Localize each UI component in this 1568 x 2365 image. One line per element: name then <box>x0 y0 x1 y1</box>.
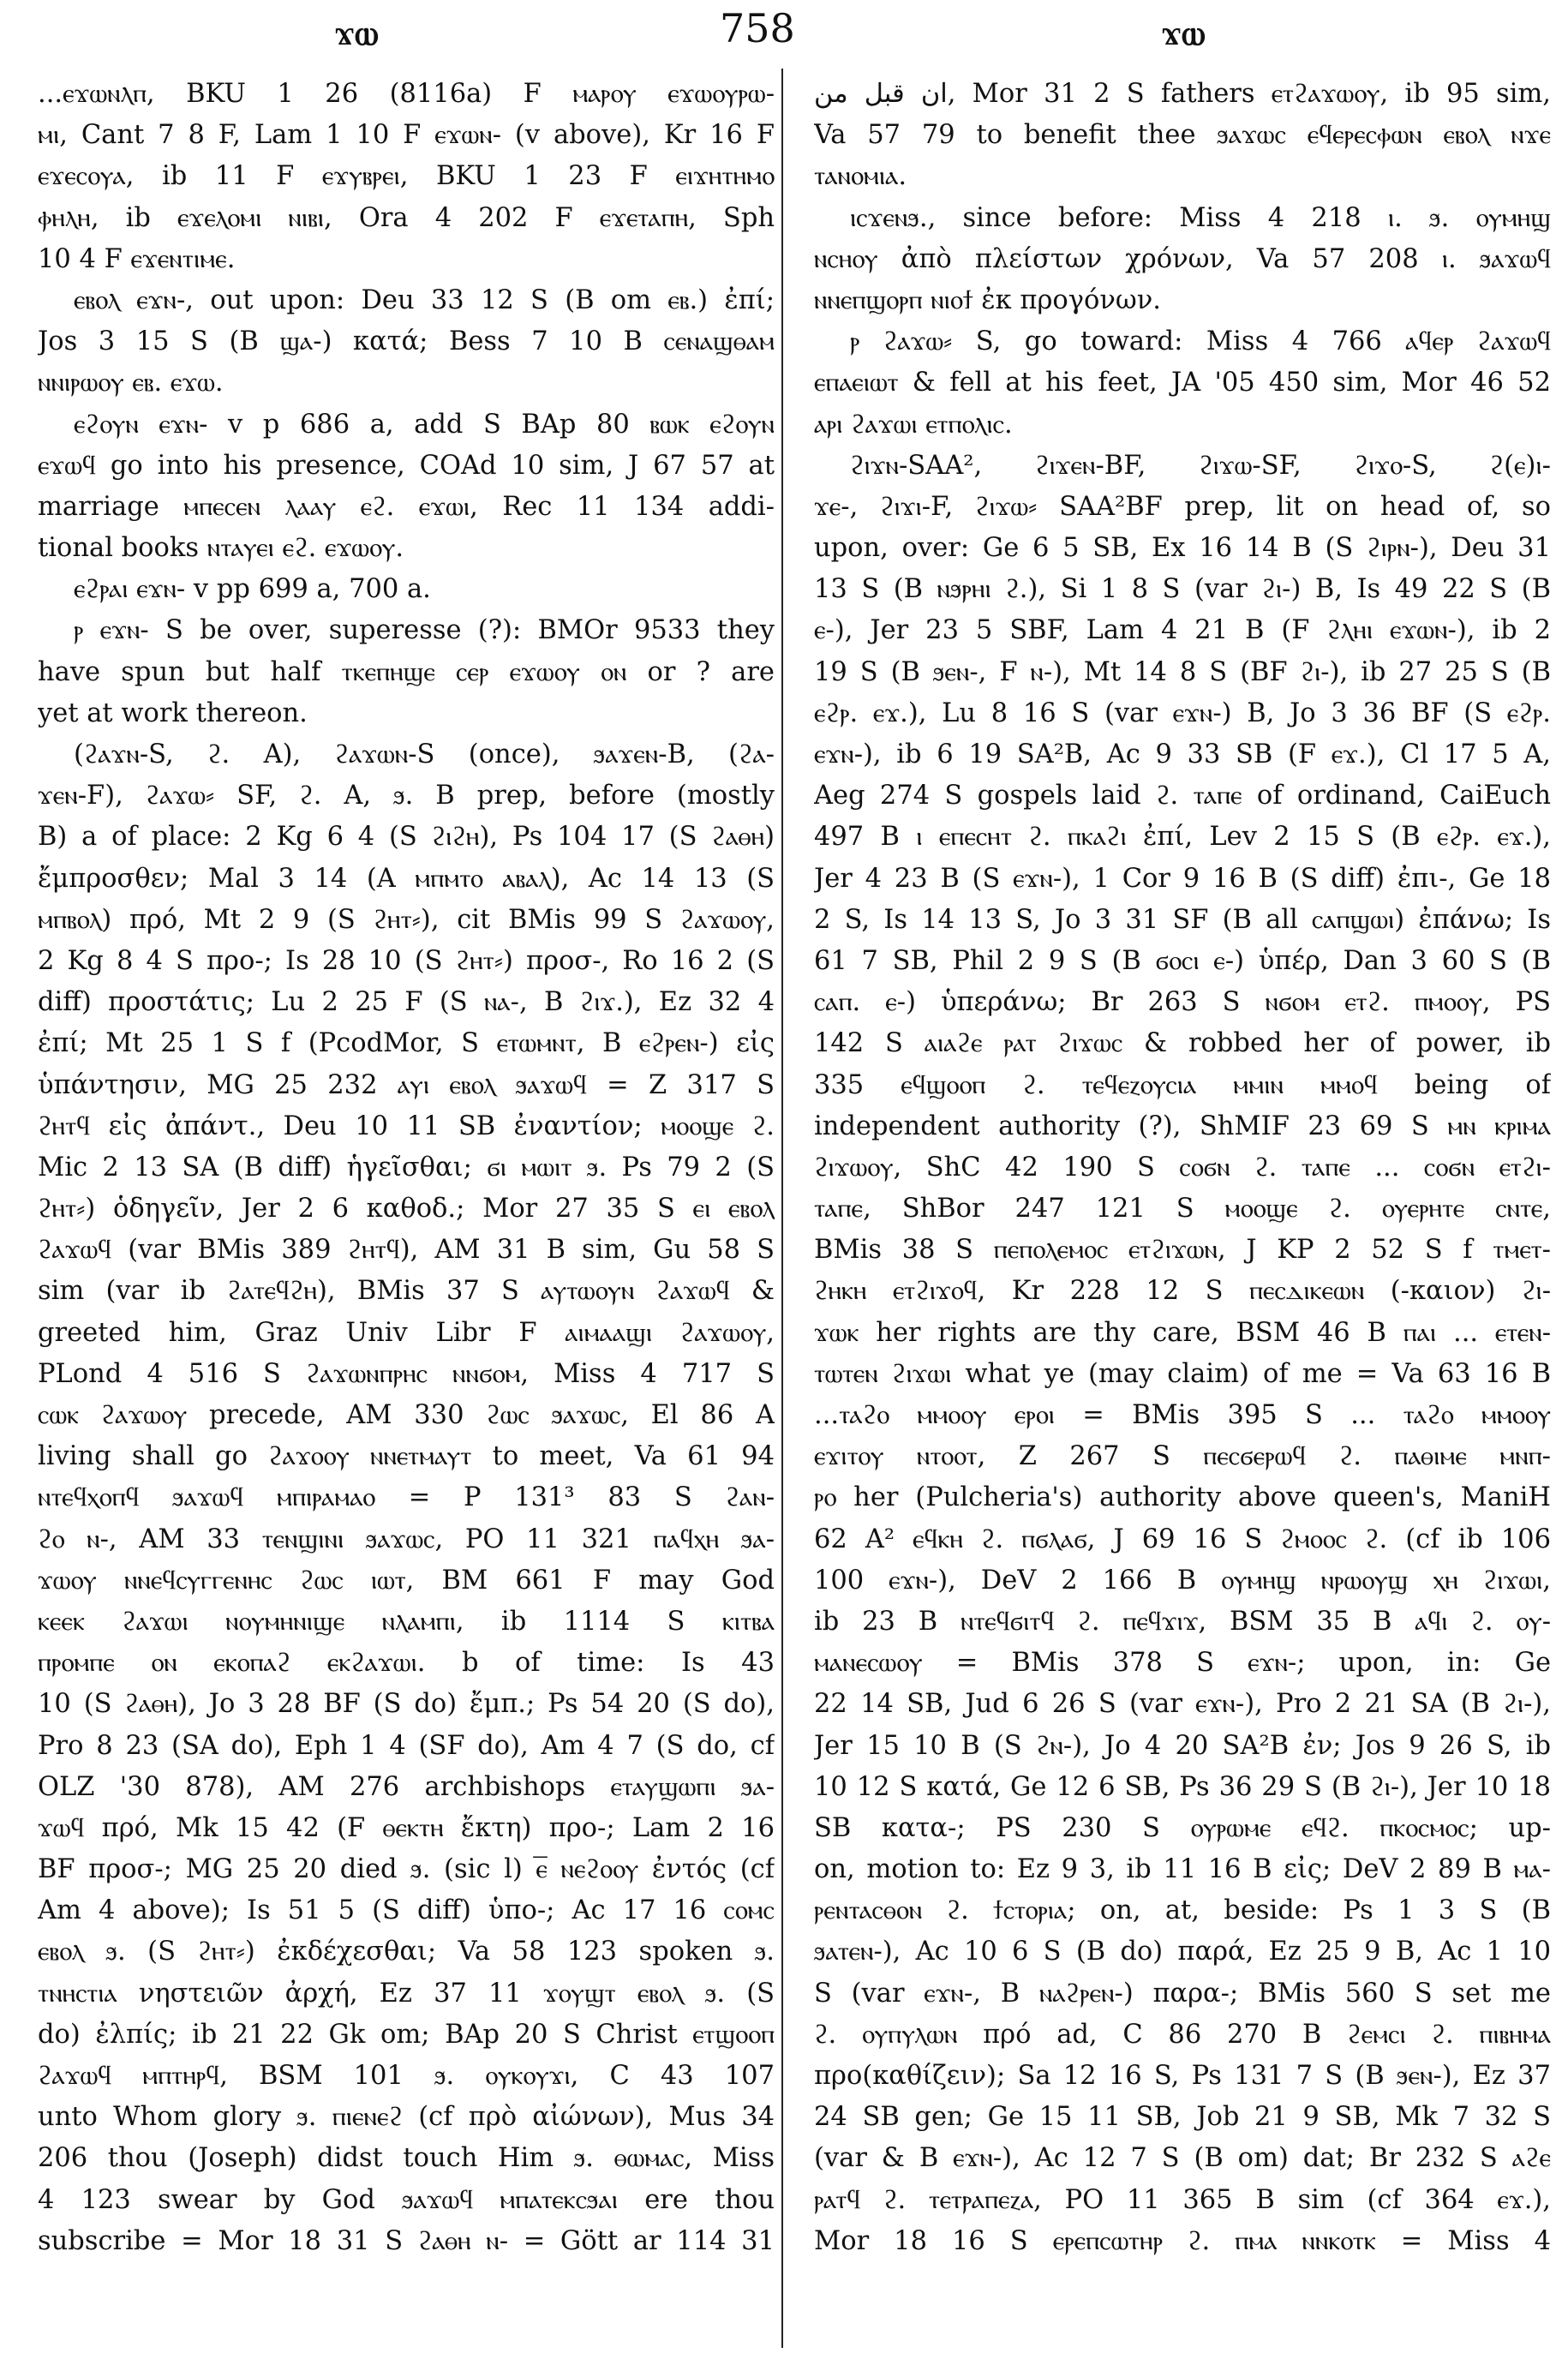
text-line: ⲕⲉⲉⲕ ϩⲁϫⲱⲓ ⲛⲟⲩⲙⲏⲛⲓϣⲉ ⲛⲗⲁⲙⲡⲓ, ib 1114 S ⲕⲓⲧⲃⲁ <box>38 1606 775 1637</box>
text-line: on, motion to: Ez 9 3, ib 11 16 B εἰς; DeV 2 89 B ⲙⲁ- <box>814 1854 1551 1885</box>
text-line: ϧⲁⲧⲉⲛ-), Ac 10 6 S (B do) παρά, Ez 25 9 B, Ac 1 10 <box>814 1937 1551 1967</box>
text-line: ⲣⲁⲧϥ ϩ. ⲧⲉⲧⲣⲁⲡⲉⲍⲁ, PO 11 365 B sim (cf 364 ⲉϫ.), <box>814 2184 1551 2215</box>
text-line: 2 S, Is 14 13 S, Jo 3 31 SF (B all ⲥⲁⲡϣⲱⲓ) ἐπάνω; Is <box>814 904 1551 935</box>
page-number: 758 <box>720 5 795 51</box>
text-line: ϩⲓϫⲱⲟⲩ, ShC 42 190 S ⲥⲟϭⲛ ϩ. ⲧⲁⲡⲉ ... ⲥⲟϭⲛ ⲉⲧϩⲓ- <box>814 1152 1551 1182</box>
text-line: S (var ⲉϫⲛ-, B ⲛⲁϩⲣⲉⲛ-) παρα-; BMis 560 S set me <box>814 1978 1551 2009</box>
text-line: Jer 15 10 B (S ϩⲛ-), Jo 4 20 SA²B ἐν; Jos 9 26 S, ib <box>814 1730 1551 1761</box>
text-line: ϩⲏⲕⲏ ⲉⲧϩⲓϫⲟϥ, Kr 228 12 S ⲡⲉⲥⲇⲓⲕⲉⲱⲛ (-καιον) ϩⲓ- <box>814 1276 1551 1307</box>
text-line: ϩⲁϫⲱϥ ⲙⲡⲧⲏⲣϥ, BSM 101 ϧ. ⲟⲩⲕⲟⲩϫⲓ, C 43 107 <box>38 2061 775 2091</box>
text-line: unto Whom glory ϧ. ⲡⲓⲉⲛⲉϩ (cf πρὸ αἰώνων), Mus 34 <box>38 2102 775 2133</box>
text-line: greeted him, Graz Univ Libr F ⲁⲓⲙⲁⲁϣⲓ ϩⲁϫⲱⲟⲩ, <box>38 1317 775 1348</box>
text-line: upon, over: Ge 6 5 SB, Ex 16 14 B (S ϩⲓⲣⲛ-), Deu 31 <box>814 533 1551 564</box>
text-line: ⲛⲥⲏⲟⲩ ἀπὸ πλείστων χρόνων, Va 57 208 ⲓ. ϧⲁϫⲱϥ <box>814 243 1551 274</box>
text-line: BF προσ-; MG 25 20 died ϧ. (sic l) ⲉ̅ ⲛⲉϩⲟⲟⲩ ἐντός (cf <box>38 1854 775 1885</box>
text-line: ⲉⲡⲁⲉⲓⲱⲧ & fell at his feet, JA '05 450 sim, Mor 46 52 <box>814 368 1551 398</box>
text-line: ⲓⲥϫⲉⲛϧ., since before: Miss 4 218 ⲓ. ϧ. ⲟⲩⲙⲏϣ <box>850 202 1551 233</box>
text-line: ⲉϩⲣ. ⲉϫ.), Lu 8 16 S (var ⲉϫⲛ-) B, Jo 3 36 BF (S ⲉϩⲣ. <box>814 698 1551 728</box>
text-line: ⲉϫⲉⲥⲟⲩⲁ, ib 11 F ⲉϫⲩⲃⲣⲉⲓ, BKU 1 23 F ⲉⲓϫⲏⲧⲏⲙⲟ <box>38 161 775 192</box>
text-line: 19 S (B ϧⲉⲛ-, F ⲛ-), Mt 14 8 S (BF ϩⲓ-), ib 27 25 S (B <box>814 656 1551 687</box>
text-line: ⲉ-), Jer 23 5 SBF, Lam 4 21 B (F ϩⲗⲏⲓ ⲉϫⲱⲛ-), ib 2 <box>814 615 1551 646</box>
text-line: ἐπί; Mt 25 1 S f (PcodMor, S ⲉⲧⲱⲙⲛⲧ, B ⲉϩⲣⲉⲛ-) εἰς <box>38 1028 775 1059</box>
text-line: ⲣ ϩⲁϫⲱ⸗ S, go toward: Miss 4 766 ⲁϥⲉⲣ ϩⲁϫⲱϥ <box>850 326 1551 357</box>
text-line: tional books ⲛⲧⲁⲩⲉⲓ ⲉϩ. ⲉϫⲱⲟⲩ. <box>38 533 404 564</box>
text-line: ⲧⲁⲛⲟⲙⲓⲁ. <box>814 161 907 192</box>
text-line: BMis 38 S ⲡⲉⲡⲟⲗⲉⲙⲟⲥ ⲉⲧϩⲓϫⲱⲛ, J KP 2 52 S f ⲧⲙⲉⲧ- <box>814 1235 1551 1266</box>
text-line: ⲛⲛⲉⲡϣⲟⲣⲡ ⲛⲓⲟϯ ἐκ προγόνων. <box>814 284 1162 315</box>
text-line: ϫⲱⲟⲩ ⲛⲛⲉϥⲥⲩⲅⲅⲉⲛⲏⲥ ϩⲱⲥ ⲓⲱⲧ, BM 661 F may God <box>38 1565 775 1596</box>
text-line: 61 7 SB, Phil 2 9 S (B ϭⲟⲥⲓ ⲉ-) ὑπέρ, Dan 3 60 S (B <box>814 945 1551 976</box>
text-line: (ϩⲁϫⲛ-S, ϩ. A), ϩⲁϫⲱⲛ-S (once), ϧⲁϫⲉⲛ-B, (ϩⲁ- <box>74 739 775 769</box>
text-line: ⲉϫⲛ-), ib 6 19 SA²B, Ac 9 33 SB (F ⲉϫ.), Cl 17 5 A, <box>814 739 1551 769</box>
right-running-headword: ϫⲱ <box>1161 13 1206 53</box>
text-line: ⲥⲱⲕ ϩⲁϫⲱⲟⲩ precede, AM 330 ϩⲱⲥ ϧⲁϫⲱⲥ, El 86 A <box>38 1400 775 1430</box>
text-line: ⲧⲁⲡⲉ, ShBor 247 121 S ⲙⲟⲟϣⲉ ϩ. ⲟⲩⲉⲣⲏⲧⲉ ⲥⲛⲧⲉ, <box>814 1194 1551 1224</box>
text-line: marriage ⲙⲡⲉⲥⲉⲛ ⲗⲁⲁⲩ ⲉϩ. ⲉϫⲱⲓ, Rec 11 134 addi- <box>38 491 775 522</box>
text-line: ⲉϫⲓⲧⲟⲩ ⲛⲧⲟⲟⲧ, Z 267 S ⲡⲉⲥϭⲉⲣⲱϥ ϩ. ⲡⲁⲑⲓⲙⲉ ⲙⲛⲡ- <box>814 1441 1551 1472</box>
text-line: 24 SB gen; Ge 15 11 SB, Job 21 9 SB, Mk 7 32 S <box>814 2102 1551 2133</box>
text-line: OLZ '30 878), AM 276 archbishops ⲉⲧⲁⲩϣⲱⲡⲓ ϧⲁ- <box>38 1771 775 1802</box>
text-line: ib 23 B ⲛⲧⲉϥϭⲓⲧϥ ϩ. ⲡⲉϥϫⲓϫ, BSM 35 B ⲁϥⲓ ϩ. ⲟⲩ- <box>814 1606 1551 1637</box>
text-line: ⲣⲉⲛⲧⲁⲥⲑⲟⲛ ϩ. ϯⲥⲧⲟⲣⲓⲁ; on, at, beside: Ps 1 3 S (B <box>814 1895 1551 1926</box>
left-column <box>38 74 775 2262</box>
text-line: ⲉϩⲟⲩⲛ ⲉϫⲛ- v p 686 a, add S BAp 80 ⲃⲱⲕ ⲉϩⲟⲩⲛ <box>74 409 775 440</box>
text-line: ϩⲓϫⲛ-SAA², ϩⲓϫⲉⲛ-BF, ϩⲓϫⲱ-SF, ϩⲓϫⲟ-S, ϩ(ⲉ)ⲓ- <box>850 450 1551 481</box>
text-line: 10 (S ϩⲁⲑⲏ), Jo 3 28 BF (S do) ἔμπ.; Ps 54 20 (S do), <box>38 1689 775 1720</box>
text-line: 13 S (B ⲛϧⲣⲏⲓ ϩ.), Si 1 8 S (var ϩⲓ-) B, Is 49 22 S (B <box>814 574 1551 605</box>
text-line: ⲣ ⲉϫⲛ- S be over, superesse (?): BMOr 9533 they <box>74 615 775 646</box>
text-line: Am 4 above); Is 51 5 (S diff) ὑπο-; Ac 17 16 ⲥⲟⲙⲥ <box>38 1895 775 1926</box>
text-line: ϫⲱⲕ her rights are thy care, BSM 46 B ⲡⲁⲓ ... ⲉⲧⲉⲛ- <box>814 1317 1551 1348</box>
text-line: 2 Kg 8 4 S προ-; Is 28 10 (S ϩⲏⲧ⸗) προσ-, Ro 16 2 (S <box>38 945 775 976</box>
text-line: Pro 8 23 (SA do), Eph 1 4 (SF do), Am 4 7 (S do, cf <box>38 1730 775 1761</box>
left-running-headword: ϫⲱ <box>334 13 379 53</box>
text-line: do) ἐλπίς; ib 21 22 Gk om; BAp 20 S Christ ⲉⲧϣⲟⲟⲡ <box>38 2019 775 2050</box>
text-line: ϩⲏⲧ⸗) ὁδηγεῖν, Jer 2 6 καθοδ.; Mor 27 35 S ⲉⲓ ⲉⲃⲟⲗ <box>38 1194 775 1224</box>
text-line: sim (var ib ϩⲁⲧⲉϥϩⲏ), BMis 37 S ⲁⲩⲧⲱⲟⲩⲛ ϩⲁϫⲱϥ & <box>38 1276 775 1307</box>
text-line: PLond 4 516 S ϩⲁϫⲱⲛⲡⲣⲏⲥ ⲛⲛϭⲟⲙ, Miss 4 717 S <box>38 1358 775 1389</box>
text-line: ὑπάντησιν, MG 25 232 ⲁⲩⲓ ⲉⲃⲟⲗ ϧⲁϫⲱϥ = Z 317 S <box>38 1069 775 1100</box>
text-line: ⲥⲁⲡ. ⲉ-) ὑπεράνω; Br 263 S ⲛϭⲟⲙ ⲉⲧϩ. ⲡⲙⲟⲟⲩ, PS <box>814 987 1551 1018</box>
text-line: 100 ⲉϫⲛ-), DeV 2 166 B ⲟⲩⲙⲏϣ ⲛⲣⲱⲟⲩϣ ⲭⲏ ϩⲓϫⲱⲓ, <box>814 1565 1551 1596</box>
text-line: diff) προστάτις; Lu 2 25 F (S ⲛⲁ-, B ϩⲓϫ.), Ez 32 4 <box>38 987 775 1018</box>
text-line: 206 thou (Joseph) didst touch Him ϧ. ⲑⲱⲙⲁⲥ, Miss <box>38 2143 775 2174</box>
text-line: ϫⲉⲛ-F), ϩⲁϫⲱ⸗ SF, ϩ. A, ϧ. B prep, before (mostly <box>38 781 775 811</box>
text-line: have spun but half ⲧⲕⲉⲡⲏϣⲉ ⲥⲉⲣ ⲉϫⲱⲟⲩ ⲟⲛ or ? are <box>38 656 775 687</box>
text-line: Mor 18 16 S ⲉⲣⲉⲡⲥⲱⲧⲏⲣ ϩ. ⲡⲙⲁ ⲛⲛⲕⲟⲧⲕ = Miss 4 <box>814 2225 1551 2256</box>
text-line: ان قبل من, Mor 31 2 S fathers ⲉⲧϩⲁϫⲱⲟⲩ, ib 95 sim, <box>814 79 1551 109</box>
text-line: ⲡⲣⲟⲙⲡⲉ ⲟⲛ ⲉⲕⲟⲡⲁϩ ⲉⲕϩⲁϫⲱⲓ. b of time: Is 43 <box>38 1648 775 1679</box>
text-line: 10 12 S κατά, Ge 12 6 SB, Ps 36 29 S (B ϩⲓ-), Jer 10 18 <box>814 1771 1551 1802</box>
text-line: ⲁⲣⲓ ϩⲁϫⲱⲓ ⲉⲧⲡⲟⲗⲓⲥ. <box>814 409 1013 440</box>
text-line: ⲧⲱⲧⲉⲛ ϩⲓϫⲱⲓ what ye (may claim) of me = Va 63 16 B <box>814 1358 1551 1389</box>
text-line: ϩⲁϫⲱϥ (var BMis 389 ϩⲏⲧϥ), AM 31 B sim, Gu 58 S <box>38 1235 775 1266</box>
text-line: ϩⲟ ⲛ-, AM 33 ⲧⲉⲛϣⲓⲛⲓ ϧⲁϫⲱⲥ, PO 11 321 ⲡⲁϥⲭⲏ ϧⲁ- <box>38 1524 775 1554</box>
text-line: Va 57 79 to benefit thee ϧⲁϫⲱⲥ ⲉϥⲉⲣⲉⲥⲫⲱⲛ ⲉⲃⲟⲗ ⲛϫⲉ <box>814 120 1551 151</box>
text-line: ...ⲉϫⲱⲛⲗⲡ, BKU 1 26 (8116a) F ⲙⲁⲣⲟⲩ ⲉϫⲱⲟⲩⲣⲱ- <box>38 79 775 109</box>
text-line: living shall go ϩⲁϫⲟⲟⲩ ⲛⲛⲉⲧⲙⲁⲩⲧ to meet, Va 61 94 <box>38 1441 775 1472</box>
text-line: 62 A² ⲉϥⲕⲏ ϩ. ⲡϭⲗⲁϭ, J 69 16 S ϩⲙⲟⲟⲥ ϩ. (cf ib 106 <box>814 1524 1551 1554</box>
text-line: Jer 4 23 B (S ⲉϫⲛ-), 1 Cor 9 16 B (S diff) ἐπι-, Ge 18 <box>814 863 1551 894</box>
text-line: Jos 3 15 S (B ϣⲁ-) κατά; Bess 7 10 B ⲥⲉⲛⲁϣⲑⲁⲙ <box>38 326 775 357</box>
text-line: ⲉⲃⲟⲗ ⲉϫⲛ-, out upon: Deu 33 12 S (B om ⲉⲃ.) ἐπί; <box>74 284 775 315</box>
text-line: ⲙⲡⲃⲟⲗ) πρό, Mt 2 9 (S ϩⲏⲧ⸗), cit BMis 99 S ϩⲁϫⲱⲟⲩ, <box>38 904 775 935</box>
text-line: ⲙⲓ, Cant 7 8 F, Lam 1 10 F ⲉϫⲱⲛ- (v above), Kr 16 F <box>38 120 775 151</box>
right-column <box>814 74 1551 2262</box>
text-line: προ(καθίζειν); Sa 12 16 S, Ps 131 7 S (B ϧⲉⲛ-), Ez 37 <box>814 2061 1551 2091</box>
text-line: yet at work thereon. <box>38 698 308 728</box>
text-line: ⲛⲧⲉϥⲭⲟⲡϥ ϧⲁϫⲱϥ ⲙⲡⲓⲣⲁⲙⲁⲟ = P 131³ 83 S ϩⲁⲛ- <box>38 1482 775 1513</box>
text-line: 4 123 swear by God ϧⲁϫⲱϥ ⲙⲡⲁⲧⲉⲕⲥϧⲁⲓ ere thou <box>38 2184 775 2215</box>
text-line: ϩⲏⲧϥ εἰς ἀπάντ., Deu 10 11 SB ἐναντίον; ⲙⲟⲟϣⲉ ϩ. <box>38 1111 775 1141</box>
text-line: ⲧⲛⲏⲥⲧⲓⲁ νηστειῶν ἀρχή, Ez 37 11 ϫⲟⲩϣⲧ ⲉⲃⲟⲗ ϧ. (S <box>38 1978 775 2009</box>
text-line: ⲉϫⲱϥ go into his presence, COAd 10 sim, J 67 57 at <box>38 450 775 481</box>
text-line: Mic 2 13 SA (B diff) ἡγεῖσθαι; ϭⲓ ⲙⲱⲓⲧ ϧ. Ps 79 2 (S <box>38 1152 775 1182</box>
text-line: B) a of place: 2 Kg 6 4 (S ϩⲓϩⲏ), Ps 104 17 (S ϩⲁⲑⲏ) <box>38 822 775 853</box>
text-line: ...ⲧⲁϩⲟ ⲙⲙⲟⲟⲩ ⲉⲣⲟⲓ = BMis 395 S ... ⲧⲁϩⲟ ⲙⲙⲟⲟⲩ <box>814 1400 1551 1430</box>
text-line: 10 4 F ⲉϫⲉⲛⲧⲓⲙⲉ. <box>38 243 236 274</box>
text-line: 497 B ⲓ ⲉⲡⲉⲥⲏⲧ ϩ. ⲡⲕⲁϩⲓ ἐπί, Lev 2 15 S (B ⲉϩⲣ. ⲉϫ.), <box>814 822 1551 853</box>
text-line: independent authority (?), ShMIF 23 69 S ⲙⲛ ⲕⲣⲓⲙⲁ <box>814 1111 1551 1141</box>
text-line: ϫⲉ-, ϩⲓϫⲓ-F, ϩⲓϫⲱ⸗ SAA²BF prep, lit on head of, so <box>814 491 1551 522</box>
text-line: subscribe = Mor 18 31 S ϩⲁⲑⲏ ⲛ- = Gött ar 114 31 <box>38 2225 775 2256</box>
text-line: SB κατα-; PS 230 S ⲟⲩⲣⲱⲙⲉ ⲉϥϩ. ⲡⲕⲟⲥⲙⲟⲥ; up- <box>814 1812 1551 1843</box>
text-line: 22 14 SB, Jud 6 26 S (var ⲉϫⲛ-), Pro 2 21 SA (B ϩⲓ-), <box>814 1689 1551 1720</box>
text-line: ⲉϩⲣⲁⲓ ⲉϫⲛ- v pp 699 a, 700 a. <box>74 574 431 605</box>
text-line: ϩ. ⲟⲩⲡⲩⲗⲱⲛ πρό ad, C 86 270 B ϩⲉⲙⲥⲓ ϩ. ⲡⲓⲃⲏⲙⲁ <box>814 2019 1551 2050</box>
text-line: ⲛⲛⲓⲣⲱⲟⲩ ⲉⲃ. ⲉϫⲱ. <box>38 368 224 398</box>
text-line: ϫⲱϥ πρό, Mk 15 42 (F ⲑⲉⲕⲧⲏ ἔκτη) προ-; Lam 2 16 <box>38 1812 775 1843</box>
text-line: Aeg 274 S gospels laid ϩ. ⲧⲁⲡⲉ of ordinand, CaiEuch <box>814 781 1551 811</box>
text-line: ἔμπροσθεν; Mal 3 14 (A ⲙⲡⲙⲧⲟ ⲁⲃⲁⲗ), Ac 14 13 (S <box>38 863 775 894</box>
text-line: (var & B ⲉϫⲛ-), Ac 12 7 S (B om) dat; Br 232 S ⲁϩⲉ <box>814 2143 1551 2174</box>
column-divider <box>781 69 783 2348</box>
text-line: 335 ⲉϥϣⲟⲟⲡ ϩ. ⲧⲉϥⲉⲍⲟⲩⲥⲓⲁ ⲙⲙⲓⲛ ⲙⲙⲟϥ being of <box>814 1069 1551 1100</box>
text-line: ⲉⲃⲟⲗ ϧ. (S ϩⲏⲧ⸗) ἐκδέχεσθαι; Va 58 123 spoken ϧ. <box>38 1937 775 1967</box>
text-line: ⲙⲁⲛⲉⲥⲱⲟⲩ = BMis 378 S ⲉϫⲛ-; upon, in: Ge <box>814 1648 1551 1679</box>
text-line: ⲣⲟ her (Pulcheria's) authority above queen's, ManiH <box>814 1482 1551 1513</box>
text-line: ⲫⲏⲗⲏ, ib ⲉϫⲉⲗⲟⲙⲓ ⲛⲓⲃⲓ, Ora 4 202 F ⲉϫⲉⲧⲁⲡⲏ, Sph <box>38 202 775 233</box>
text-line: 142 S ⲁⲓⲁϩⲉ ⲣⲁⲧ ϩⲓϫⲱⲥ & robbed her of power, ib <box>814 1028 1551 1059</box>
